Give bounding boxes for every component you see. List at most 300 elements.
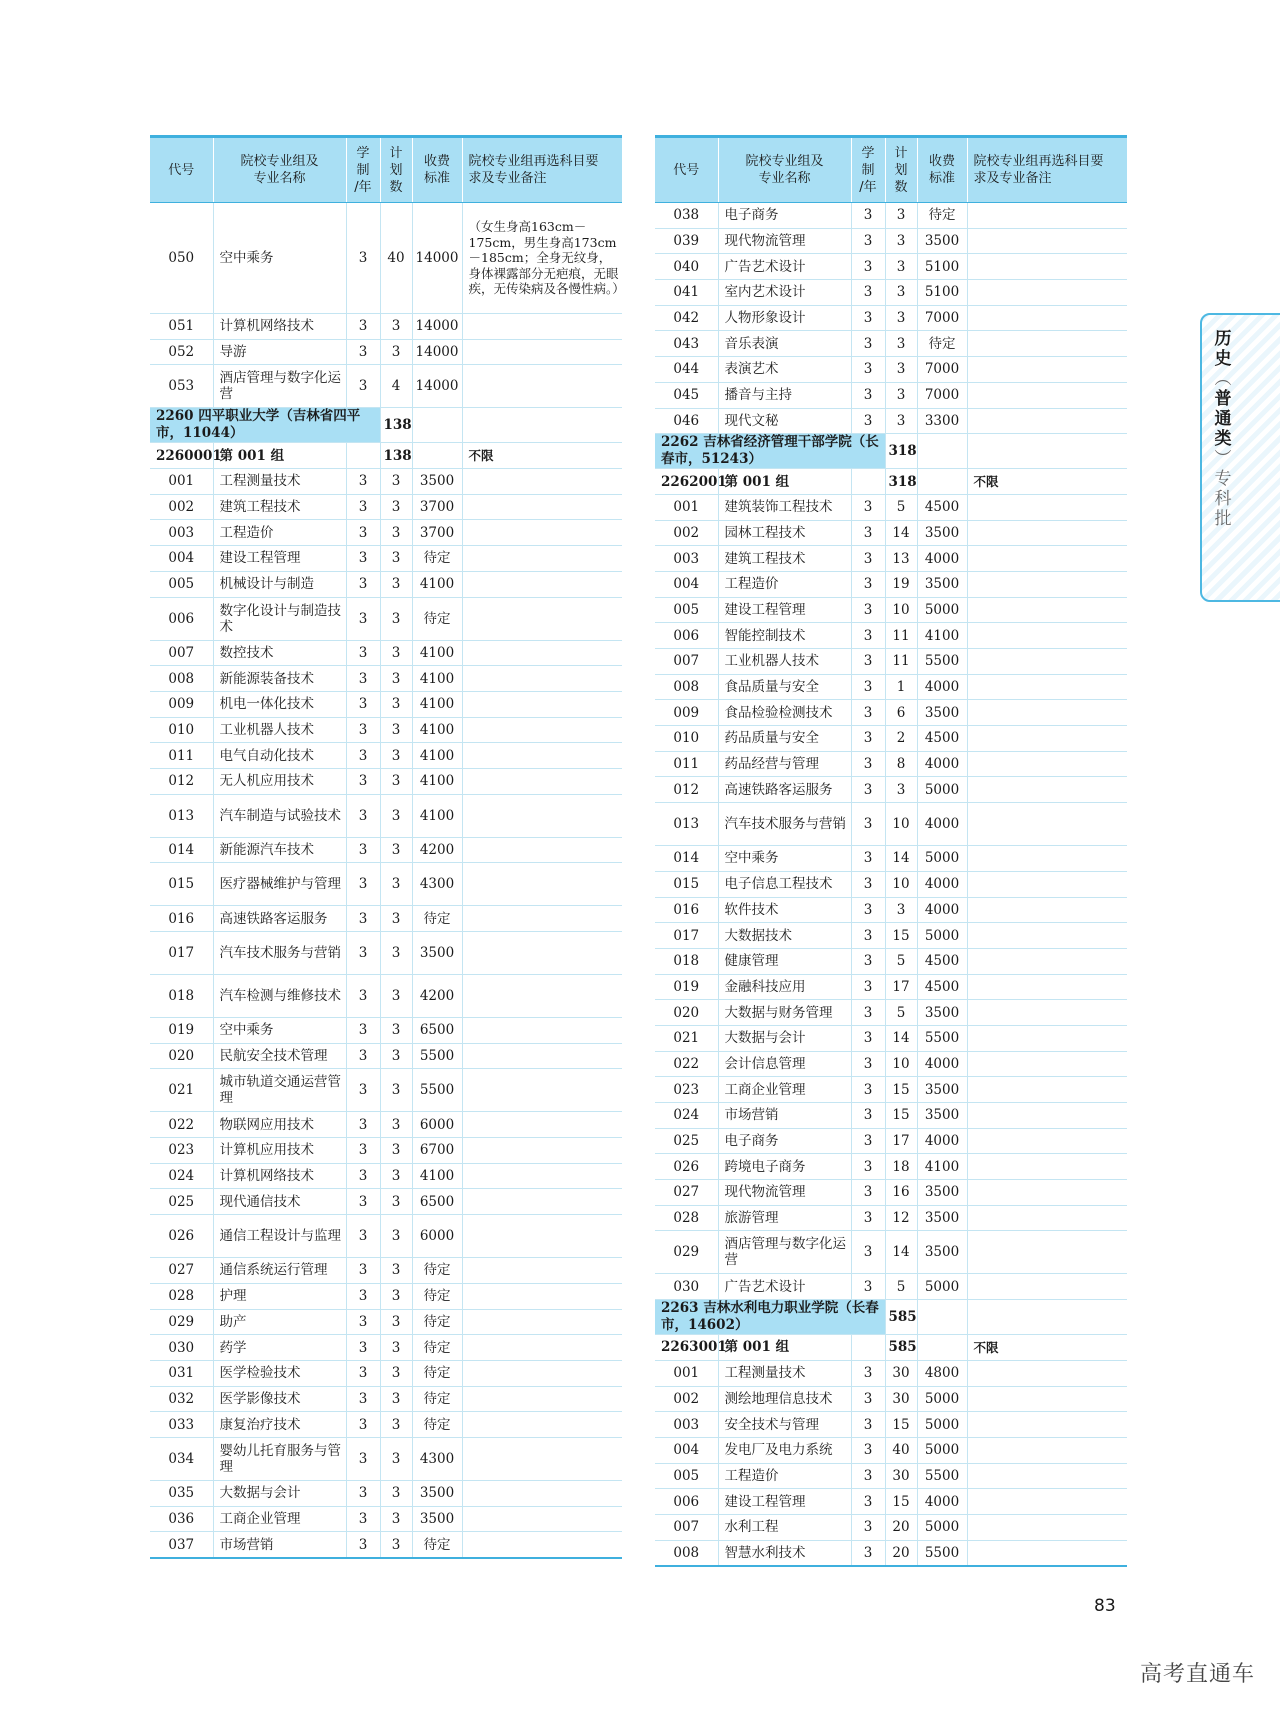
school-note-cell: [967, 434, 1127, 469]
table-body: [150, 203, 625, 1559]
major-code: 022: [655, 1051, 718, 1077]
side-tab-char: ︶: [1214, 449, 1232, 469]
major-name: 新能源装备技术: [213, 666, 346, 692]
major-row: [150, 1138, 622, 1164]
major-fee: 5500: [917, 1025, 967, 1051]
major-fee: 4100: [917, 623, 967, 649]
major-note: [967, 254, 1127, 280]
major-row: [655, 546, 1127, 572]
major-note: [462, 1386, 622, 1412]
major-code: 023: [150, 1138, 213, 1164]
major-code: 007: [150, 640, 213, 666]
major-code: 037: [150, 1532, 213, 1558]
major-note: [462, 975, 622, 1018]
major-fee: 6500: [412, 1018, 462, 1044]
major-note: [462, 906, 622, 932]
major-name: 工商企业管理: [718, 1077, 851, 1103]
major-plan: 10: [885, 597, 917, 623]
school-fee-cell: [412, 408, 462, 443]
major-note: [967, 571, 1127, 597]
major-code: 026: [150, 1215, 213, 1258]
major-fee: 4500: [917, 494, 967, 520]
major-years: 3: [851, 871, 885, 897]
major-name: 新能源汽车技术: [213, 837, 346, 863]
major-fee: 5100: [917, 254, 967, 280]
major-note: [967, 1077, 1127, 1103]
major-plan: 13: [885, 546, 917, 572]
major-code: 007: [655, 649, 718, 675]
school-plan-total: 138: [380, 408, 412, 443]
major-code: 039: [655, 228, 718, 254]
major-row: [655, 408, 1127, 434]
major-plan: 3: [380, 1480, 412, 1506]
major-row: [655, 1360, 1127, 1386]
major-note: [967, 520, 1127, 546]
major-years: 3: [346, 1215, 380, 1258]
major-fee: 待定: [917, 331, 967, 357]
major-plan: 30: [885, 1463, 917, 1489]
major-note: [967, 1463, 1127, 1489]
major-row: [655, 331, 1127, 357]
major-note: [462, 494, 622, 520]
major-fee: 待定: [412, 546, 462, 572]
major-row: [655, 1540, 1127, 1566]
major-row: [655, 897, 1127, 923]
major-years: 3: [851, 623, 885, 649]
major-code: 016: [655, 897, 718, 923]
major-note: [462, 1018, 622, 1044]
major-plan: 14: [885, 1231, 917, 1274]
major-code: 006: [150, 597, 213, 640]
major-years: 3: [346, 1112, 380, 1138]
group-row: [150, 443, 622, 469]
major-note: [967, 1205, 1127, 1231]
major-plan: 15: [885, 1489, 917, 1515]
major-plan: 14: [885, 520, 917, 546]
group-fee: [412, 443, 462, 469]
major-plan: 5: [885, 494, 917, 520]
major-fee: 4800: [917, 1360, 967, 1386]
table-header-row: [655, 137, 1127, 203]
major-row: [655, 382, 1127, 408]
major-row: [655, 280, 1127, 306]
major-row: [150, 1480, 622, 1506]
major-years: 3: [851, 803, 885, 846]
major-name: 建设工程管理: [213, 546, 346, 572]
major-fee: 5000: [917, 1437, 967, 1463]
major-fee: 7000: [917, 305, 967, 331]
major-note: [462, 932, 622, 975]
major-name: 护理: [213, 1283, 346, 1309]
major-plan: 3: [885, 897, 917, 923]
side-tab-char: 类: [1214, 429, 1232, 449]
major-name: 金融科技应用: [718, 974, 851, 1000]
major-years: 3: [851, 777, 885, 803]
major-plan: 4: [380, 365, 412, 408]
major-code: 004: [150, 546, 213, 572]
group-requirement: 不限: [462, 443, 622, 469]
major-fee: 待定: [412, 1283, 462, 1309]
major-plan: 3: [380, 597, 412, 640]
group-row: [655, 1335, 1127, 1361]
header-code: 代号: [655, 137, 718, 203]
major-years: 3: [851, 751, 885, 777]
major-fee: 3500: [917, 520, 967, 546]
major-code: 046: [655, 408, 718, 434]
major-years: 3: [851, 923, 885, 949]
major-years: 3: [346, 1386, 380, 1412]
major-plan: 3: [380, 339, 412, 365]
major-years: 3: [346, 314, 380, 340]
major-years: 3: [851, 1128, 885, 1154]
major-name: 工业机器人技术: [718, 649, 851, 675]
major-name: 高速铁路客运服务: [213, 906, 346, 932]
major-years: 3: [851, 203, 885, 229]
major-years: 3: [851, 1231, 885, 1274]
major-plan: 15: [885, 1077, 917, 1103]
major-name: 数控技术: [213, 640, 346, 666]
major-years: 3: [851, 1154, 885, 1180]
major-code: 027: [150, 1258, 213, 1284]
major-plan: 8: [885, 751, 917, 777]
group-name: 第 001 组: [213, 443, 346, 469]
major-name: 医学影像技术: [213, 1386, 346, 1412]
major-name: 无人机应用技术: [213, 768, 346, 794]
major-years: 3: [851, 1489, 885, 1515]
major-code: 014: [655, 846, 718, 872]
major-fee: 5500: [917, 649, 967, 675]
major-plan: 3: [380, 863, 412, 906]
major-code: 019: [655, 974, 718, 1000]
major-row: [655, 228, 1127, 254]
major-plan: 3: [380, 571, 412, 597]
major-row: [655, 1463, 1127, 1489]
major-fee: 待定: [412, 1309, 462, 1335]
major-code: 023: [655, 1077, 718, 1103]
major-note: [462, 1283, 622, 1309]
major-name: 园林工程技术: [718, 520, 851, 546]
major-row: [655, 1205, 1127, 1231]
major-name: 食品检验检测技术: [718, 700, 851, 726]
major-note: （女生身高163cm－175cm，男生身高173cm－185cm；全身无纹身，身体裸露部分无疤痕，无眼疾，无传染病及各慢性病。）: [462, 203, 622, 314]
major-years: 3: [346, 837, 380, 863]
enrollment-table-left: [150, 135, 625, 1559]
major-fee: 4100: [412, 640, 462, 666]
major-years: 3: [346, 1018, 380, 1044]
major-name: 导游: [213, 339, 346, 365]
major-note: [967, 1386, 1127, 1412]
major-code: 008: [655, 674, 718, 700]
major-fee: 14000: [412, 365, 462, 408]
major-years: 3: [346, 932, 380, 975]
major-plan: 3: [380, 1437, 412, 1480]
major-code: 001: [150, 469, 213, 495]
major-name: 现代通信技术: [213, 1189, 346, 1215]
major-row: [655, 1077, 1127, 1103]
major-name: 工商企业管理: [213, 1506, 346, 1532]
header-years: 学 制 /年: [851, 137, 885, 203]
group-plan: 318: [885, 469, 917, 495]
header-fee: 收费 标准: [412, 137, 462, 203]
major-plan: 3: [380, 1018, 412, 1044]
major-years: 3: [346, 1437, 380, 1480]
group-requirement: 不限: [967, 469, 1127, 495]
major-fee: 待定: [412, 1412, 462, 1438]
major-row: [150, 1189, 622, 1215]
major-name: 助产: [213, 1309, 346, 1335]
major-plan: 18: [885, 1154, 917, 1180]
major-note: [462, 1189, 622, 1215]
major-code: 029: [655, 1231, 718, 1274]
major-plan: 19: [885, 571, 917, 597]
major-plan: 3: [380, 1309, 412, 1335]
major-name: 工业机器人技术: [213, 717, 346, 743]
major-code: 006: [655, 1489, 718, 1515]
major-plan: 17: [885, 1128, 917, 1154]
major-years: 3: [851, 254, 885, 280]
major-years: 3: [346, 365, 380, 408]
group-plan: 138: [380, 443, 412, 469]
major-row: [655, 974, 1127, 1000]
major-note: [462, 743, 622, 769]
major-row: [655, 674, 1127, 700]
side-tab-char: ︵: [1214, 369, 1232, 389]
major-row: [655, 803, 1127, 846]
major-note: [462, 520, 622, 546]
major-plan: 3: [885, 203, 917, 229]
major-fee: 待定: [412, 1335, 462, 1361]
major-code: 018: [150, 975, 213, 1018]
major-row: [655, 1412, 1127, 1438]
major-name: 工程测量技术: [213, 469, 346, 495]
major-plan: 3: [380, 494, 412, 520]
major-name: 现代物流管理: [718, 1180, 851, 1206]
major-years: 3: [851, 1103, 885, 1129]
group-row: [655, 469, 1127, 495]
major-note: [967, 846, 1127, 872]
major-plan: 15: [885, 923, 917, 949]
major-row: [655, 751, 1127, 777]
major-row: [150, 717, 622, 743]
major-years: 3: [346, 1532, 380, 1558]
major-row: [655, 649, 1127, 675]
major-name: 大数据技术: [718, 923, 851, 949]
major-name: 建设工程管理: [718, 597, 851, 623]
school-fee-cell: [917, 434, 967, 469]
major-fee: 待定: [412, 1258, 462, 1284]
major-fee: 3500: [917, 1205, 967, 1231]
major-note: [462, 1480, 622, 1506]
major-years: 3: [851, 1205, 885, 1231]
table-body: [655, 203, 1127, 1567]
major-note: [462, 1258, 622, 1284]
major-note: [462, 1163, 622, 1189]
side-tab-batch: [1212, 469, 1234, 529]
major-years: 3: [851, 1386, 885, 1412]
major-years: 3: [346, 1360, 380, 1386]
major-name: 机电一体化技术: [213, 691, 346, 717]
major-fee: 3500: [917, 700, 967, 726]
major-code: 005: [655, 597, 718, 623]
major-name: 通信系统运行管理: [213, 1258, 346, 1284]
major-row: [150, 597, 622, 640]
major-name: 食品质量与安全: [718, 674, 851, 700]
major-name: 计算机网络技术: [213, 1163, 346, 1189]
major-code: 009: [655, 700, 718, 726]
major-note: [967, 649, 1127, 675]
major-fee: 3500: [917, 1231, 967, 1274]
major-fee: 4000: [917, 803, 967, 846]
major-code: 002: [150, 494, 213, 520]
major-plan: 3: [380, 768, 412, 794]
major-name: 康复治疗技术: [213, 1412, 346, 1438]
major-note: [967, 1025, 1127, 1051]
major-fee: 4000: [917, 871, 967, 897]
major-name: 人物形象设计: [718, 305, 851, 331]
major-plan: 14: [885, 846, 917, 872]
major-fee: 4300: [412, 863, 462, 906]
major-name: 机械设计与制造: [213, 571, 346, 597]
major-years: 3: [851, 948, 885, 974]
major-row: [655, 1231, 1127, 1274]
major-row: [150, 546, 622, 572]
major-plan: 3: [380, 1112, 412, 1138]
major-code: 038: [655, 203, 718, 229]
major-code: 006: [655, 623, 718, 649]
major-fee: 4000: [917, 1489, 967, 1515]
major-fee: 4100: [412, 571, 462, 597]
major-note: [462, 1412, 622, 1438]
major-row: [655, 1128, 1127, 1154]
major-row: [655, 871, 1127, 897]
major-fee: 3500: [412, 1506, 462, 1532]
major-name: 电子商务: [718, 1128, 851, 1154]
major-name: 建筑装饰工程技术: [718, 494, 851, 520]
school-row: [655, 1300, 1127, 1335]
major-years: 3: [346, 1138, 380, 1164]
major-fee: 待定: [412, 597, 462, 640]
major-plan: 15: [885, 1412, 917, 1438]
group-plan: 585: [885, 1335, 917, 1361]
major-code: 044: [655, 357, 718, 383]
major-years: 3: [851, 1274, 885, 1300]
major-plan: 3: [380, 975, 412, 1018]
major-years: 3: [346, 1335, 380, 1361]
major-fee: 4200: [412, 837, 462, 863]
major-code: 051: [150, 314, 213, 340]
major-name: 水利工程: [718, 1514, 851, 1540]
major-code: 034: [150, 1437, 213, 1480]
major-code: 014: [150, 837, 213, 863]
major-fee: 3500: [917, 1077, 967, 1103]
major-code: 005: [655, 1463, 718, 1489]
major-fee: 4000: [917, 751, 967, 777]
major-row: [150, 932, 622, 975]
major-note: [462, 1437, 622, 1480]
major-name: 健康管理: [718, 948, 851, 974]
major-note: [967, 674, 1127, 700]
major-code: 028: [150, 1283, 213, 1309]
major-years: 3: [851, 674, 885, 700]
header-major-name: 院校专业组及 专业名称: [718, 137, 851, 203]
major-code: 022: [150, 1112, 213, 1138]
major-row: [150, 1112, 622, 1138]
major-row: [150, 837, 622, 863]
major-plan: 40: [885, 1437, 917, 1463]
major-plan: 3: [380, 1258, 412, 1284]
major-fee: 4100: [917, 1154, 967, 1180]
major-name: 工程造价: [718, 571, 851, 597]
major-code: 012: [150, 768, 213, 794]
major-row: [655, 1386, 1127, 1412]
school-fee-cell: [917, 1300, 967, 1335]
major-plan: 10: [885, 1051, 917, 1077]
side-tab-char: 专: [1214, 469, 1232, 489]
major-years: 3: [346, 1043, 380, 1069]
major-name: 现代文秘: [718, 408, 851, 434]
major-plan: 3: [380, 1189, 412, 1215]
major-plan: 30: [885, 1386, 917, 1412]
major-years: 3: [346, 546, 380, 572]
major-plan: 14: [885, 1025, 917, 1051]
major-note: [462, 717, 622, 743]
school-row: [655, 434, 1127, 469]
school-note-cell: [462, 408, 622, 443]
major-row: [655, 1103, 1127, 1129]
major-fee: 4000: [917, 1128, 967, 1154]
side-tab-char: 科: [1214, 489, 1232, 509]
major-note: [967, 408, 1127, 434]
major-row: [150, 1386, 622, 1412]
major-code: 008: [150, 666, 213, 692]
major-plan: 20: [885, 1514, 917, 1540]
major-name: 现代物流管理: [718, 228, 851, 254]
major-plan: 12: [885, 1205, 917, 1231]
major-note: [462, 691, 622, 717]
major-note: [462, 546, 622, 572]
major-note: [967, 1540, 1127, 1566]
major-name: 市场营销: [213, 1532, 346, 1558]
major-row: [150, 1335, 622, 1361]
major-plan: 3: [885, 357, 917, 383]
side-tab-char: 史: [1214, 349, 1232, 369]
major-name: 工程测量技术: [718, 1360, 851, 1386]
major-fee: 3300: [917, 408, 967, 434]
major-row: [150, 1258, 622, 1284]
major-note: [967, 726, 1127, 752]
major-row: [655, 923, 1127, 949]
major-fee: 4500: [917, 974, 967, 1000]
major-fee: 6700: [412, 1138, 462, 1164]
group-years: [346, 443, 380, 469]
major-plan: 30: [885, 1360, 917, 1386]
major-name: 药品经营与管理: [718, 751, 851, 777]
major-plan: 3: [885, 382, 917, 408]
major-fee: 4000: [917, 674, 967, 700]
major-code: 009: [150, 691, 213, 717]
major-years: 3: [346, 1283, 380, 1309]
header-notes: 院校专业组再选科目要 求及专业备注: [967, 137, 1127, 203]
major-row: [655, 597, 1127, 623]
major-row: [655, 203, 1127, 229]
major-name: 音乐表演: [718, 331, 851, 357]
major-note: [967, 1051, 1127, 1077]
major-name: 发电厂及电力系统: [718, 1437, 851, 1463]
major-name: 工程造价: [213, 520, 346, 546]
major-note: [967, 494, 1127, 520]
major-years: 3: [851, 1360, 885, 1386]
major-name: 酒店管理与数字化运营: [213, 365, 346, 408]
